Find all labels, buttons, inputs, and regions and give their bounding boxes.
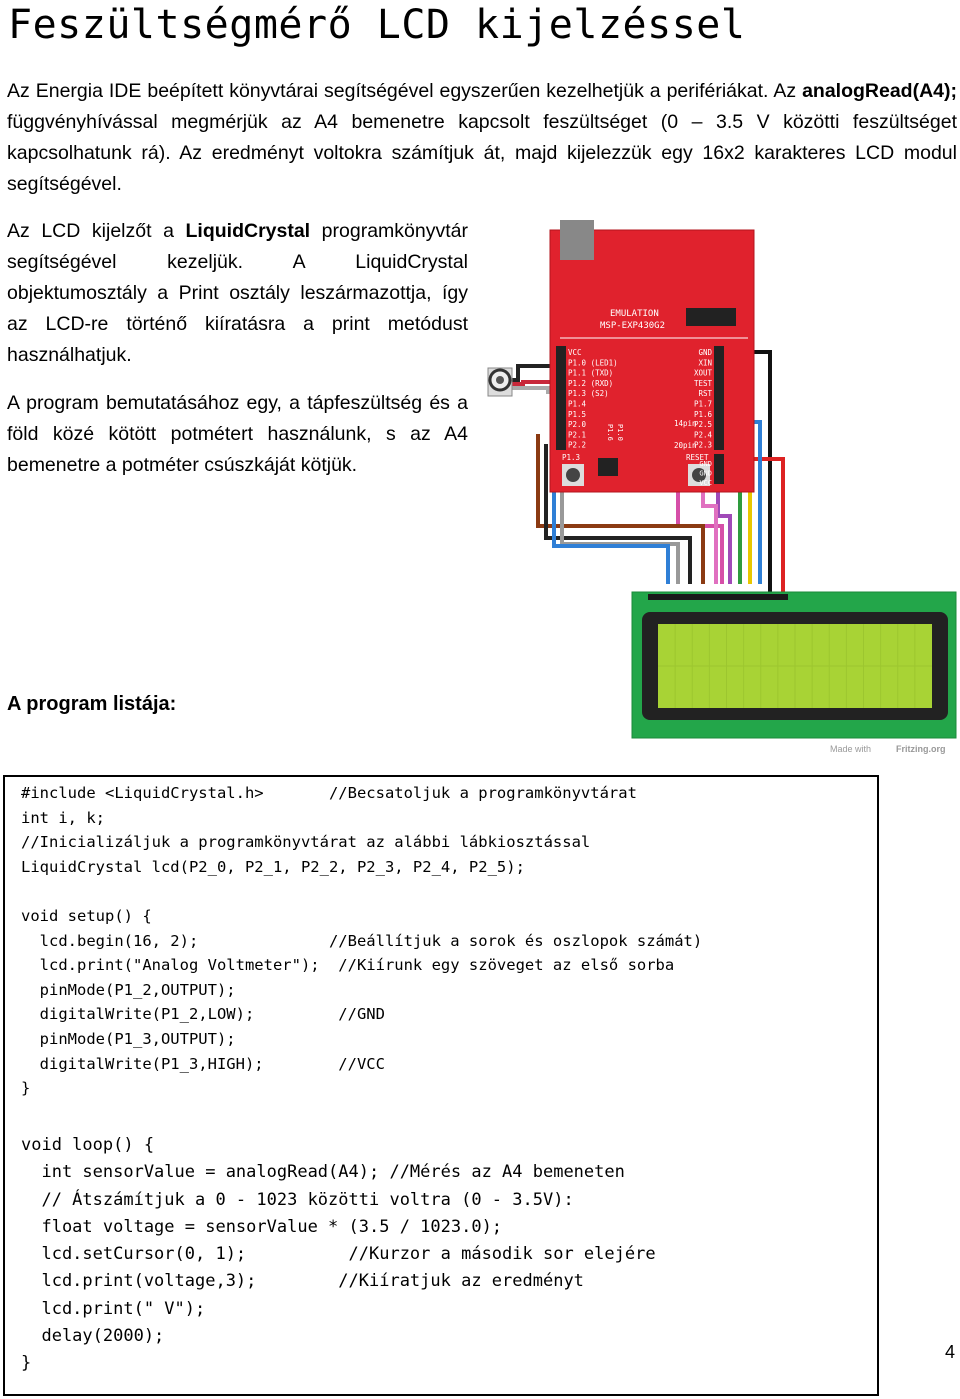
board-label-1: EMULATION xyxy=(610,309,659,319)
intro-paragraph-2: Az LCD kijelzőt a LiquidCrystal programkönyvtár segítségével kezeljük. A LiquidCrystal objektumosztály a Print osztály leszármazottja, így az LCD-re történő kiíratásra a print metódust használhatjuk. xyxy=(7,220,468,366)
board-pin-label-left: P2.2 xyxy=(568,440,587,450)
p13-label: P1.3 xyxy=(562,453,581,462)
reset-label: RESET xyxy=(686,453,709,462)
board-pin-label-left: P2.1 xyxy=(568,430,587,440)
board-pin-label-left: P1.0 (LED1) xyxy=(568,358,618,368)
intro-paragraph-3: A program bemutatásához egy, a tápfeszültség és a föld közé kötött potmétert használunk, s az A4 bemenetre a potméter csúszkáját kötjük. xyxy=(7,392,468,476)
jumper-block xyxy=(598,458,618,476)
board-pin-label-right: XOUT xyxy=(693,368,712,378)
board-pin-label-right: P1.7 xyxy=(693,399,712,409)
right-header xyxy=(714,346,724,450)
board-pin-label-right: XIN xyxy=(698,358,712,368)
lcd-module xyxy=(632,592,956,738)
emulation-header xyxy=(686,308,736,326)
board-pin-label-left: P1.5 xyxy=(568,409,587,419)
code-listing xyxy=(3,775,879,1396)
board-pin-label-bottom: VCC xyxy=(699,479,712,487)
board-pin-label-right: GND xyxy=(698,348,712,357)
fritzing-credit: Fritzing.org xyxy=(896,744,946,754)
listing-heading: A program listája: xyxy=(7,693,177,715)
p16-label: P1.6 xyxy=(606,424,614,441)
intro-paragraph-1: Az Energia IDE beépített könyvtárai segítségével egyszerűen kezelhetjük a perifériákat. Az analogRead(A4); függvényhívással megmérjük az A4 bemenetre kapcsolt feszültséget (0 – 3.5 V közötti feszültséget kapcsolhatunk rá). Az eredményt voltokra számítjuk át, majd kijelezzük egy 16x2 karakteres LCD modul segítségével. xyxy=(7,80,957,195)
board-label-2: MSP-EXP430G2 xyxy=(600,321,666,331)
pin-14-label: 14pin xyxy=(674,419,697,428)
board-pin-label-right: RST xyxy=(698,389,712,399)
button-s2 xyxy=(562,464,584,486)
board-pin-label-left: P1.4 xyxy=(568,399,587,409)
board-pin-label-left: P1.3 (S2) xyxy=(568,389,609,399)
bottom-right-header xyxy=(714,454,724,484)
board-pin-label-left: P2.0 xyxy=(568,420,587,430)
board-pin-label-left: VCC xyxy=(568,348,582,357)
code-block-loop: void loop() { int sensorValue = analogRead(A4); //Mérés az A4 bemeneten // Átszámítjuk a 0 - 1023 közötti voltra (0 - 3.5V): float voltage = sensorValue * (3.5 / 1023.0); lcd.setCursor(0, 1); //Kurzor a második sor elejére lcd.print(voltage,3); //Kiíratjuk az eredményt lcd.print(" V"); delay(2000); } xyxy=(21,1135,656,1374)
board-pin-label-right: P1.6 xyxy=(693,409,712,419)
board-pin-label-right: P2.4 xyxy=(693,430,712,440)
potentiometer xyxy=(488,368,512,396)
board-pin-label-left: P1.2 (RXD) xyxy=(568,378,614,388)
page-number: 4 xyxy=(945,1342,956,1362)
board-pin-label-left: P1.1 (TXD) xyxy=(568,368,614,378)
page-title: Feszültségmérő LCD kijelzéssel xyxy=(8,2,746,48)
usb-connector xyxy=(560,220,594,260)
board-pin-label-right: P2.3 xyxy=(693,440,712,450)
circuit-diagram xyxy=(478,216,960,761)
board-pin-label-right: P2.5 xyxy=(693,420,712,430)
board-pin-label-bottom: GND xyxy=(699,460,712,468)
pin-20-label: 20pin xyxy=(674,441,697,450)
p10-label: P1.0 xyxy=(616,424,624,441)
made-with-credit: Made with xyxy=(830,744,872,754)
board-pin-label-right: TEST xyxy=(693,378,712,388)
board-pin-label-bottom: GND xyxy=(699,469,712,478)
left-header xyxy=(556,346,566,450)
code-block-setup: #include <LiquidCrystal.h> //Becsatoljuk a programkönyvtárat int i, k; //Inicializáljuk a programkönyvtárat az alábbi lábkiosztással LiquidCrystal lcd(P2_0, P2_1, P2_2, P2_3, P2_4, P2_5); void setup() { lcd.begin(16, 2); //Beállítjuk a sorok és oszlopok számát) lcd.print("Analog Voltmeter"); //Kiírunk egy szöveget az első sorba pinMode(P1_2,OUTPUT); digitalWrite(P1_2,LOW); //GND pinMode(P1_3,OUTPUT); digitalWrite(P1_3,HIGH); //VCC } xyxy=(21,784,703,1098)
lcd-pin-header xyxy=(648,594,788,600)
